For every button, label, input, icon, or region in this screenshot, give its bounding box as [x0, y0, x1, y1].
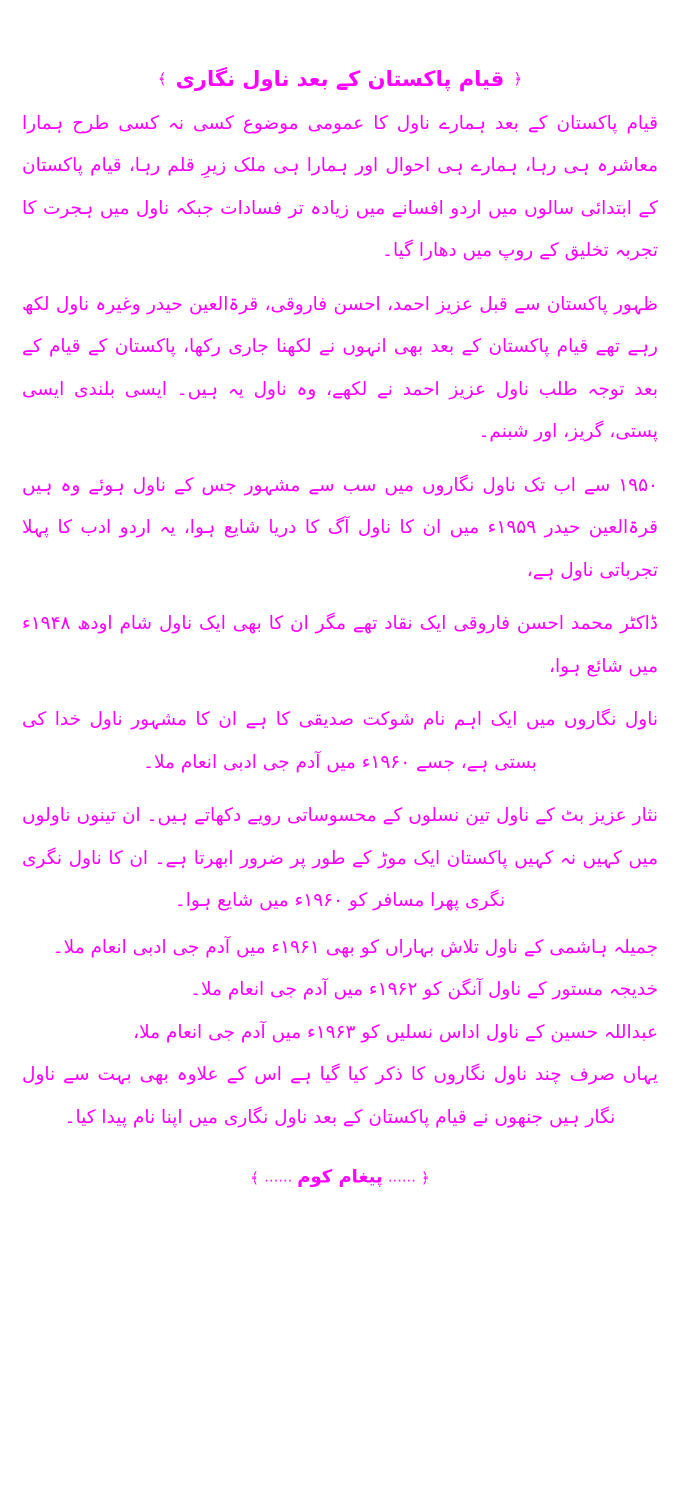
- title-row: [22, 58, 658, 99]
- footer-dots-left: ……: [264, 1169, 293, 1186]
- footer-ornament-right: ﴿: [420, 1168, 430, 1187]
- title-ornament-right: ﴿: [513, 69, 523, 88]
- paragraph-2: ظہور پاکستان سے قبل عزیز احمد، احسن فاروقی، قرۃالعین حیدر وغیرہ ناول لکھ رہے تھے قیام پاکستان کے بعد بھی انہوں نے لکھنا جاری رکھا، پاکستان کے قیام کے بعد توجہ طلب ناول عزیز احمد نے لکھے، وہ ناول یہ ہیں۔ ایسی بلندی ایسی پستی، گریز، اور شبنم۔: [22, 293, 658, 442]
- paragraph-7: جمیلہ ہاشمی کے ناول تلاش بہاراں کو بھی ۱۹۶۱ء میں آدم جی ادبی انعام ملا۔: [52, 936, 658, 958]
- paragraph-1: قیام پاکستان کے بعد ہمارے ناول کا عمومی موضوع کسی نہ کسی طرح ہمارا معاشرہ ہی رہا، ہمارے ہی احوال اور ہمارا ہی ملک زیرِ قلم رہا، قیام پاکستان کے ابتدائی سالوں میں اردو افسانے میں زیادہ تر فسادات جبکہ ناول میں ہجرت کا تجربہ تخلیق کے روپ میں دھارا گیا۔: [22, 112, 658, 261]
- page-title: قیام پاکستان کے بعد ناول نگاری: [175, 66, 505, 91]
- paragraph-6: نثار عزیز بٹ کے ناول تین نسلوں کے محسوساتی رویے دکھاتے ہیں۔ ان تینوں ناولوں میں کہیں نہ کہیں پاکستان ایک موڑ کے طور پر ضرور ابھرتا ہے۔ ان کا ناول نگری نگری پھرا مسافر کو ۱۹۶۰ء میں شایع ہوا۔: [22, 805, 658, 911]
- title-ornament-left: ﴾: [157, 69, 167, 88]
- footer-text: پیغام کوم: [297, 1166, 383, 1188]
- paragraph-3: ۱۹۵۰ سے اب تک ناول نگاروں میں سب سے مشہور جس کے ناول ہوئے وہ ہیں قرۃالعین حیدر ۱۹۵۹ء میں ان کا ناول آگ کا دریا شایع ہوا، یہ اردو ادب کا پہلا تجرباتی ناول ہے،: [22, 474, 658, 581]
- paragraph-9: عبداللہ حسین کے ناول اداس نسلیں کو ۱۹۶۳ء میں آدم جی انعام ملا،: [133, 1021, 658, 1043]
- paragraph-8: خدیجہ مستور کے ناول آنگن کو ۱۹۶۲ء میں آدم جی انعام ملا۔: [190, 979, 658, 1000]
- paragraph-4: ڈاکٹر محمد احسن فاروقی ایک نقاد تھے مگر ان کا بھی ایک ناول شام اودھ ۱۹۴۸ء میں شائع ہوا،: [22, 613, 658, 677]
- footer-signature: [22, 1157, 658, 1198]
- paragraph-5: ناول نگاروں میں ایک اہم نام شوکت صدیقی کا ہے ان کا مشہور ناول خدا کی بستی ہے، جسے ۱۹۶۰ء میں آدم جی ادبی انعام ملا۔: [22, 709, 658, 773]
- footer-ornament-left: ﴾: [250, 1168, 260, 1187]
- paragraph-10: یہاں صرف چند ناول نگاروں کا ذکر کیا گیا ہے اس کے علاوہ بھی بہت سے ناول نگار ہیں جنھوں نے قیام پاکستان کے بعد ناول نگاری میں اپنا نام پیدا کیا۔: [22, 1064, 658, 1128]
- footer-dots-right: ……: [387, 1169, 416, 1186]
